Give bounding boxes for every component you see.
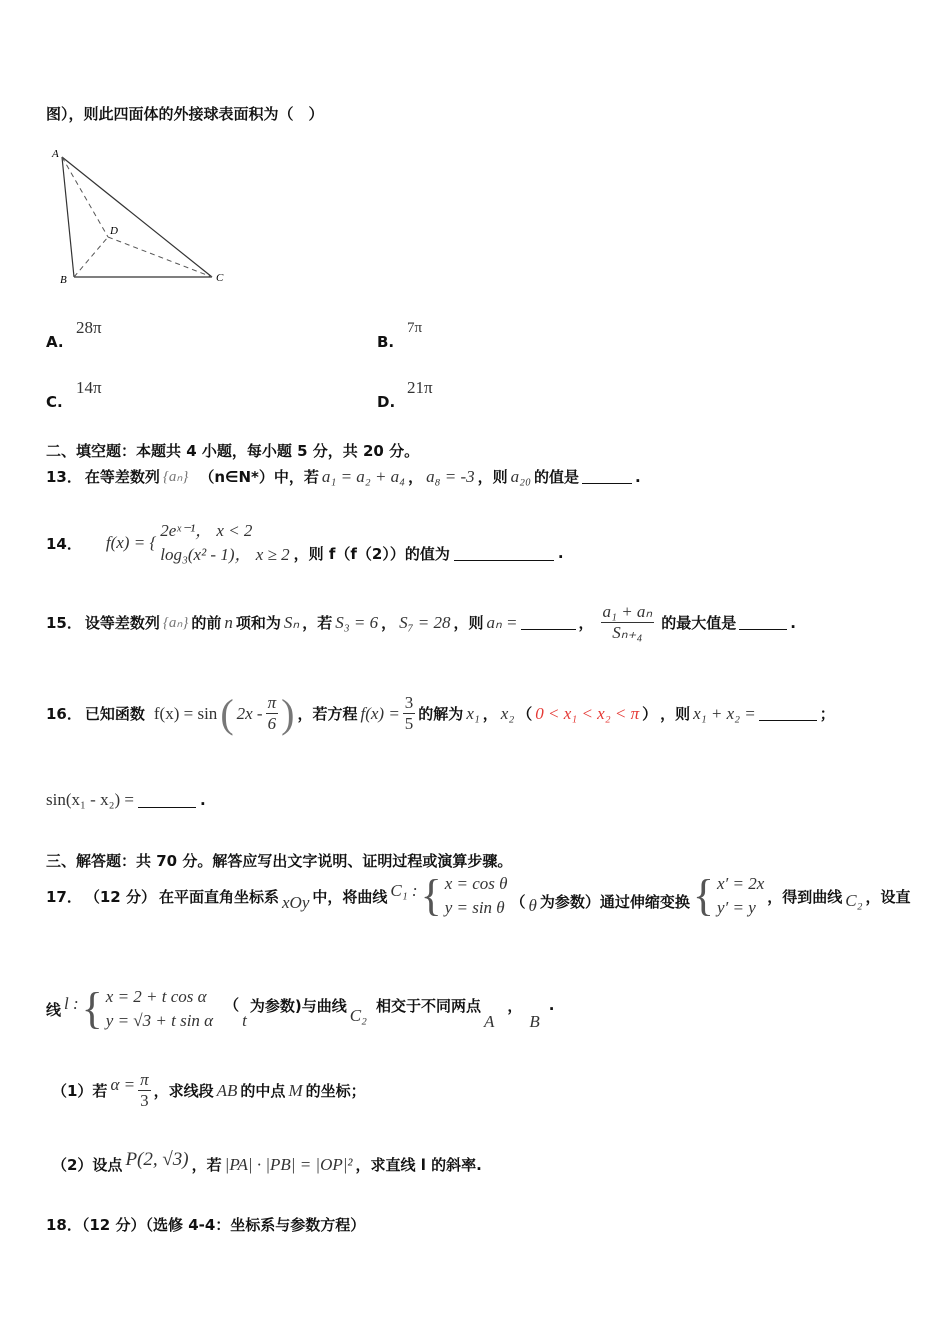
vertex-b-label: B (60, 274, 67, 286)
q14-function: f(x) = { (105, 533, 157, 552)
section-3-heading: 三、解答题：共 70 分。解答应写出文字说明、证明过程或演算步骤。 (46, 852, 513, 870)
q17-transform: x′ = 2x y′ = y (716, 874, 765, 917)
question-17-line1: 17． （12 分） 在平面直角坐标系 xOy 中，将曲线 C₁ : { x = cos θ y = sin θ （ θ 为参数）通过伸缩变换 { x′ = 2x y′ = y ，得到曲线 C₂ ，设直 (46, 871, 911, 920)
question-18: 18．（12 分）（选修 4-4：坐标系与参数方程） (46, 1216, 366, 1234)
edge-dc (108, 237, 212, 277)
section-2-heading: 二、填空题：本题共 4 小题，每小题 5 分，共 20 分。 (46, 442, 420, 460)
q16-answer-blank-1[interactable] (759, 706, 817, 721)
option-d-letter: D. (377, 393, 396, 411)
q15-answer-blank-2[interactable] (739, 615, 787, 630)
q15-fraction: $\frac{\text{a₁ + aₙ}}{\text{Sₙ₊₄}}$ (602, 602, 653, 642)
option-a-value: 28π (76, 318, 102, 337)
q13-number: 13． (46, 468, 82, 486)
option-b-letter: B. (377, 333, 395, 351)
q13-sequence: {aₙ} (162, 469, 189, 485)
vertex-c-label: C (216, 272, 224, 284)
option-d-value: 21π (407, 378, 433, 397)
question-17-line2: 线 l : { x = 2 + t cos α y = √3 + t sin α （ t 为参数)与曲线 C₂ 相交于不同两点 A ， B . (46, 984, 555, 1033)
q16-range: 0 < x₁ < x₂ < π (535, 703, 640, 723)
question-13: 13． 在等差数列 {aₙ} （n∈N*）中，若 a₁ = a₂ + a₄ ， a₈ = -3 ，则 a₂₀ 的值是 . (46, 466, 641, 486)
question-16: 16． 已知函数 f(x) = sin ( 2x - $\frac{\pi}{6}$ ) ，若方程 f(x) = $\frac{3}{5}$ 的解为 x₁ ， x₂ （ 0 < x₁ < x₂ < π ） ，则 x₁ + x₂ = ； (46, 691, 835, 736)
q13-eq1: a₁ = a₂ + a₄ (321, 466, 406, 486)
question-15: 15． 设等差数列 {aₙ} 的前 n 项和为 Sₙ ，若 S₃ = 6 ， S₇ = 28 ，则 aₙ = ， $\frac{\text{a₁ + aₙ}}{\text{Sₙ₊₄}}$ 的最大值是 . (46, 602, 796, 642)
q16-number: 16． (46, 705, 82, 723)
q14-piecewise: 2eˣ⁻¹， x < 2 log₃(x² - 1)， x ≥ 2 (160, 521, 290, 564)
q15-answer-blank-1[interactable] (521, 615, 576, 630)
q15-number: 15． (46, 614, 82, 632)
vertex-a-label: A (52, 148, 59, 160)
q16-answer-blank-2[interactable] (138, 793, 196, 808)
q13-answer-blank[interactable] (582, 469, 632, 484)
option-c-letter: C. (46, 393, 63, 411)
vertex-d-label: D (110, 225, 118, 237)
q12-stem-tail: 图），则此四面体的外接球表面积为（ ） (46, 105, 324, 123)
q17-part1: （1）若 α = $\frac{\pi}{3}$ ，求线段 AB 的中点 M 的坐标； (52, 1070, 366, 1110)
q17-curve-c1: x = cos θ y = sin θ (444, 874, 508, 917)
question-16-line2: sin(x₁ - x₂) = . (46, 790, 206, 809)
q17-line-l: x = 2 + t cos α y = √3 + t sin α (105, 987, 214, 1030)
q17-number: 17． (46, 887, 82, 906)
tetrahedron-figure (44, 143, 234, 291)
q13-eq2: a₈ = -3 (426, 466, 475, 486)
option-a-letter: A. (46, 333, 64, 351)
edge-bd (74, 237, 108, 277)
q17-part2: （2）设点 P(2, √3) ，若 |PA| · |PB| = |OP|² ，求直线 l 的斜率. (52, 1148, 482, 1174)
q14-number: 14． (46, 534, 82, 553)
q13-a20: a₂₀ (510, 466, 531, 486)
q14-answer-blank[interactable] (454, 546, 554, 561)
option-c-value: 14π (76, 378, 102, 397)
question-14: 14． f(x) = { 2eˣ⁻¹， x < 2 log₃(x² - 1)， x ≥ 2 ，则 f（f（2））的值为 . (46, 519, 564, 567)
edge-ac (62, 157, 212, 277)
option-b-value: 7π (407, 320, 423, 336)
